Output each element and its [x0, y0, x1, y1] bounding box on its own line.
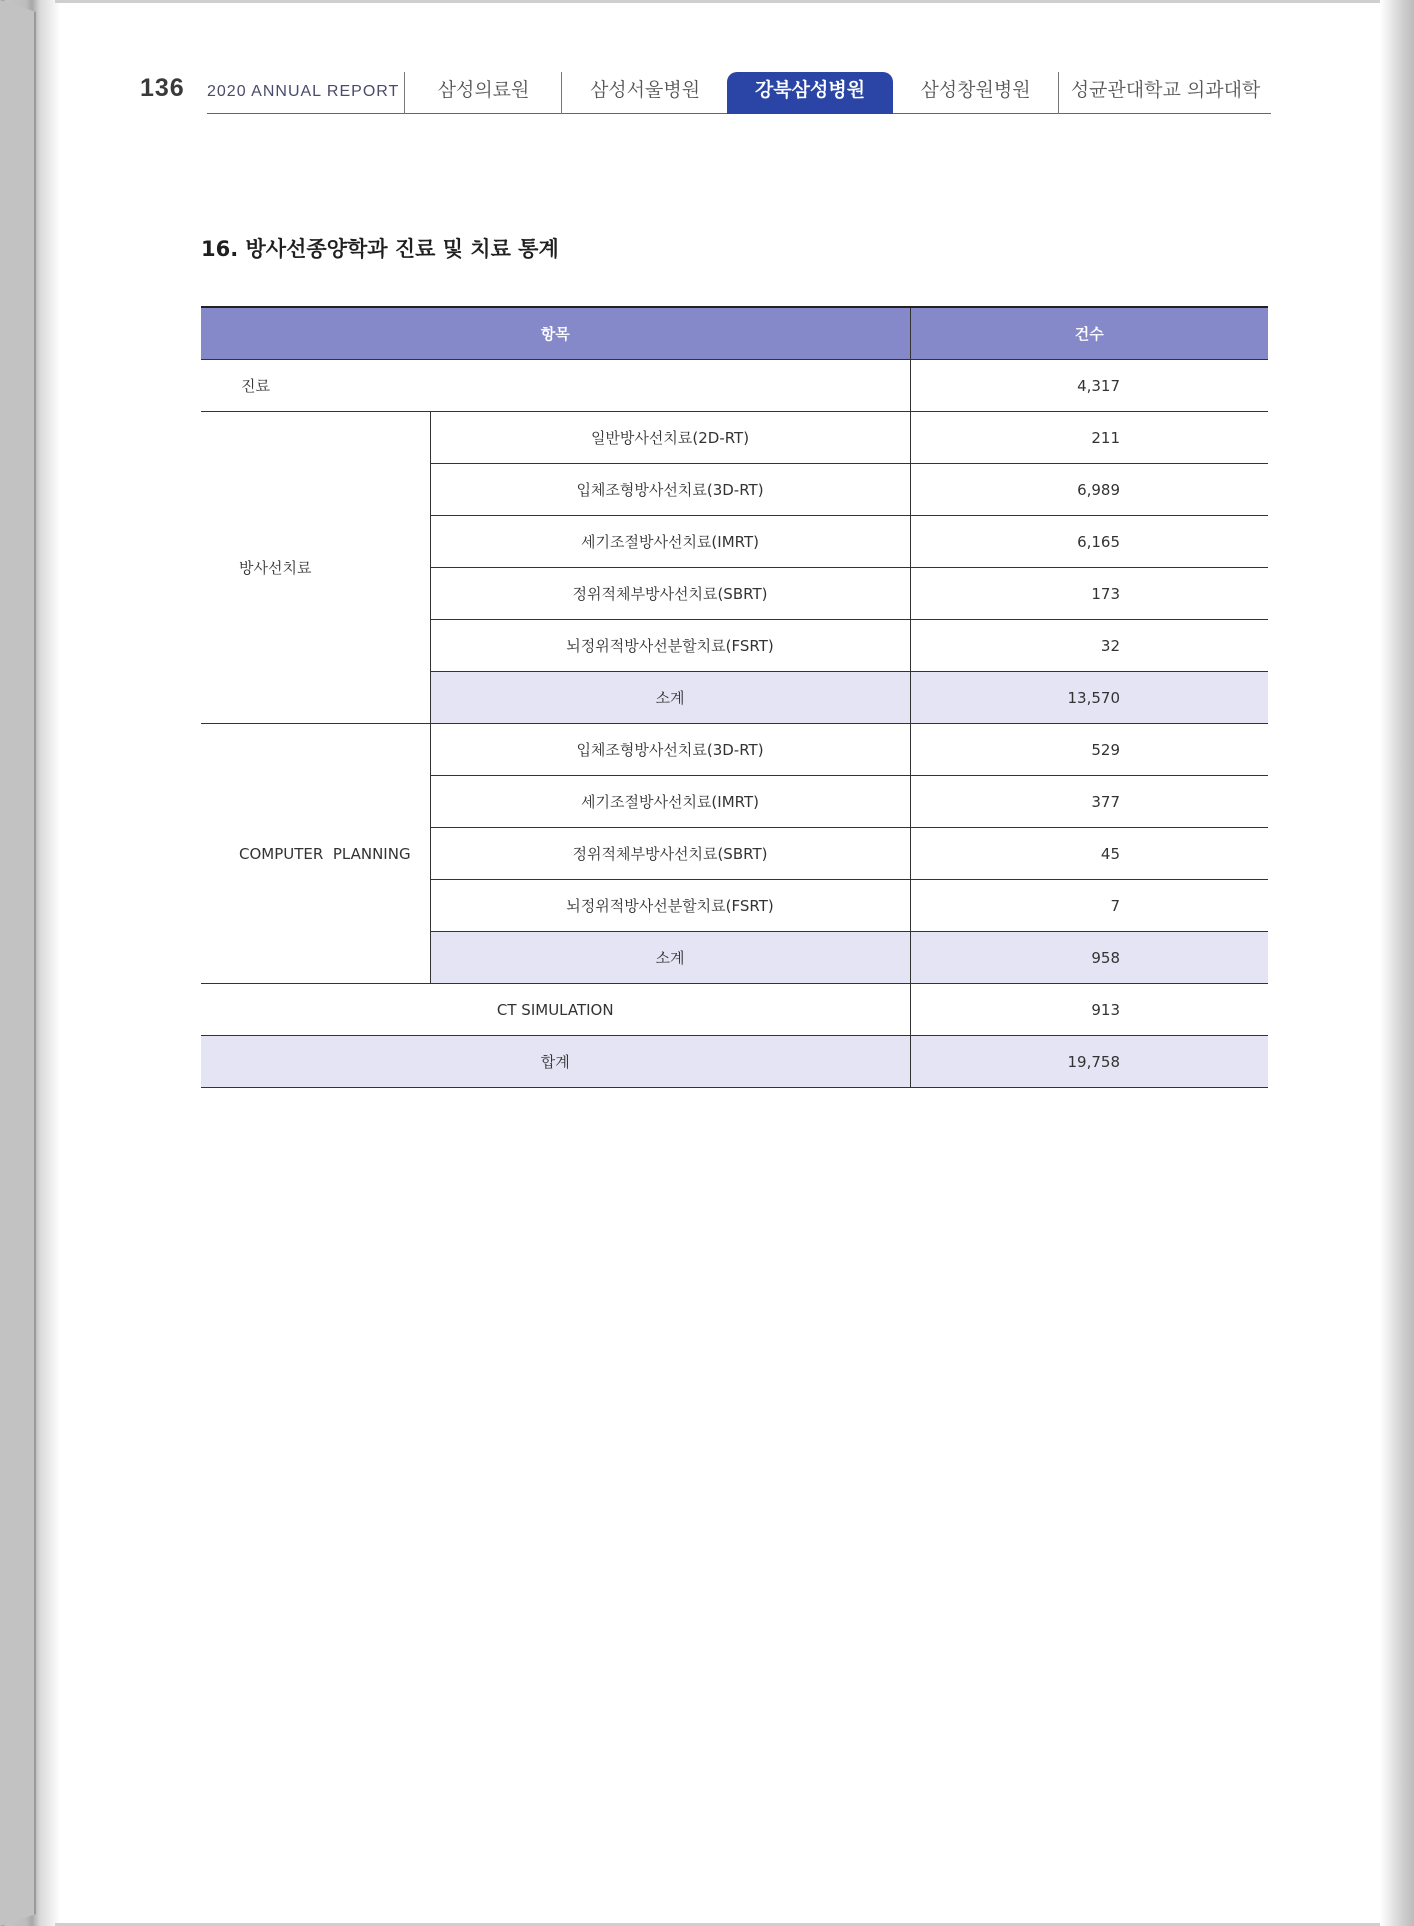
total-count: 19,758: [910, 1036, 1268, 1088]
page-number: 136: [140, 74, 185, 102]
table-row: [201, 360, 1268, 412]
subtotal-count: 13,570: [910, 672, 1268, 724]
row-count: 4,317: [910, 360, 1268, 412]
subtotal-label: 소계: [430, 672, 910, 724]
row-count: 45: [910, 828, 1268, 880]
row-label: 진료: [201, 360, 910, 412]
report-label: 2020 ANNUAL REPORT: [207, 83, 400, 100]
row-label: 입체조형방사선치료(3D-RT): [430, 464, 910, 516]
row-label: 일반방사선치료(2D-RT): [430, 412, 910, 464]
tab-kangbuk-samsung-hospital[interactable]: 강북삼성병원: [727, 72, 893, 114]
subtotal-count: 958: [910, 932, 1268, 984]
total-row: [201, 1036, 1268, 1088]
row-count: 211: [910, 412, 1268, 464]
institution-tabs: [404, 72, 1271, 114]
row-count: 6,165: [910, 516, 1268, 568]
total-label: 합계: [201, 1036, 910, 1088]
row-count: 377: [910, 776, 1268, 828]
tab-samsung-seoul-hospital[interactable]: 삼성서울병원: [561, 72, 728, 114]
book-spine-left: [0, 0, 60, 1926]
row-label: CT SIMULATION: [201, 984, 910, 1036]
table-row: [201, 412, 1268, 464]
row-count: 6,989: [910, 464, 1268, 516]
table-row: [201, 724, 1268, 776]
row-label: 정위적체부방사선치료(SBRT): [430, 568, 910, 620]
row-count: 32: [910, 620, 1268, 672]
table-row: [201, 984, 1268, 1036]
book-edge-right: [1380, 0, 1414, 1926]
row-label: 세기조절방사선치료(IMRT): [430, 776, 910, 828]
row-count: 7: [910, 880, 1268, 932]
row-label: 입체조형방사선치료(3D-RT): [430, 724, 910, 776]
tab-sungkyunkwan-medical-school[interactable]: 성균관대학교 의과대학: [1058, 72, 1272, 114]
row-label: 세기조절방사선치료(IMRT): [430, 516, 910, 568]
column-header-count: 건수: [910, 307, 1268, 360]
tab-samsung-changwon-hospital[interactable]: 삼성창원병원: [920, 79, 1031, 101]
table-header-row: [201, 307, 1268, 360]
row-label: 뇌정위적방사선분할치료(FSRT): [430, 620, 910, 672]
row-count: 173: [910, 568, 1268, 620]
row-label: 뇌정위적방사선분할치료(FSRT): [430, 880, 910, 932]
tab-samsung-medical-center[interactable]: 삼성의료원: [404, 72, 562, 114]
group-label-computer-planning: COMPUTER PLANNING: [201, 724, 430, 984]
subtotal-label: 소계: [430, 932, 910, 984]
row-count: 529: [910, 724, 1268, 776]
column-header-item: 항목: [201, 307, 910, 360]
section-title: 16. 방사선종양학과 진료 및 치료 통계: [201, 237, 559, 261]
row-count: 913: [910, 984, 1268, 1036]
page-edge-top: [55, 0, 1380, 3]
row-label: 정위적체부방사선치료(SBRT): [430, 828, 910, 880]
radiation-oncology-statistics-table: [201, 306, 1268, 1088]
group-label-radiotherapy: 방사선치료: [201, 412, 430, 724]
